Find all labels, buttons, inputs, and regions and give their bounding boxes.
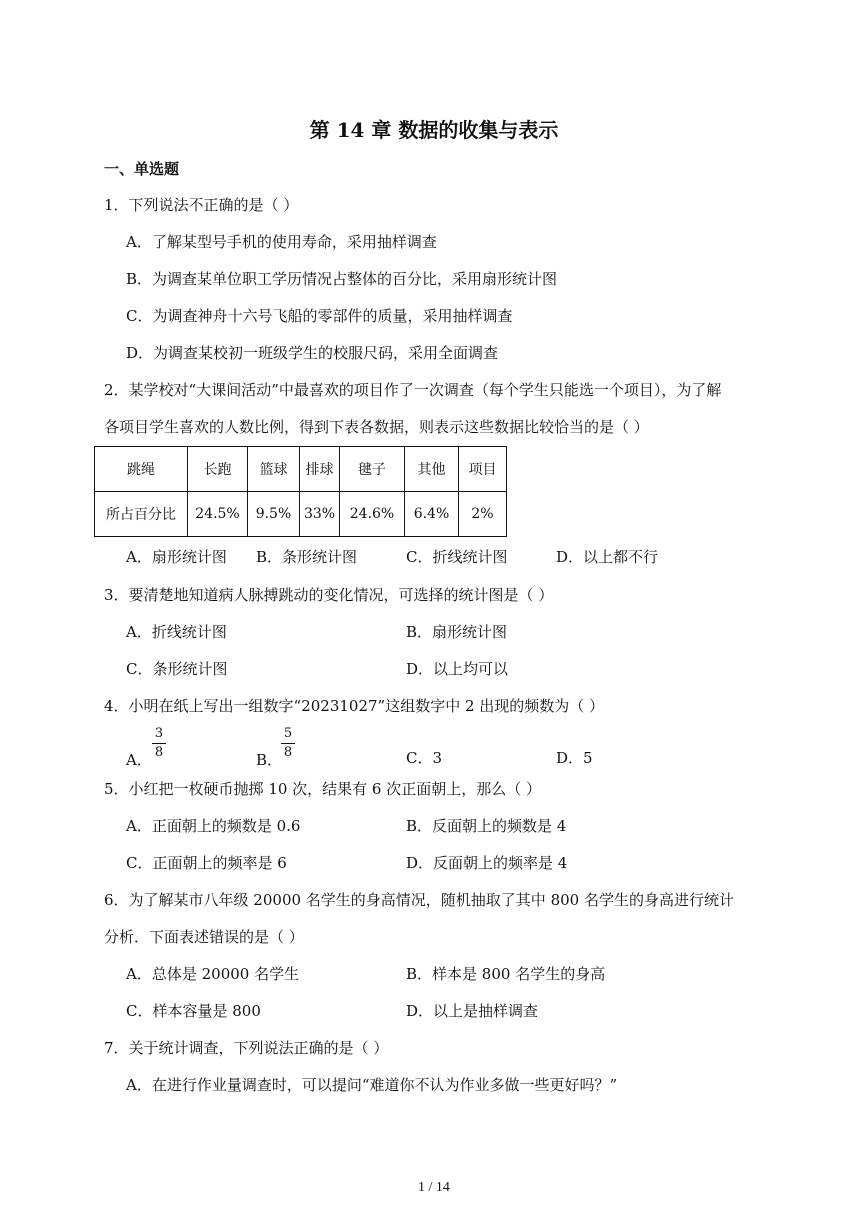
question-6-stem-line-2: 分析．下面表述错误的是（ ） — [104, 928, 304, 946]
question-1-option-c: C．为调查神舟十六号飞船的零部件的质量，采用抽样调查 — [126, 307, 513, 325]
question-3-option-c: C．条形统计图 — [126, 660, 228, 678]
question-4-option-d: D．5 — [556, 749, 593, 767]
question-1-option-a: A．了解某型号手机的使用寿命，采用抽样调查 — [126, 233, 437, 251]
data-table — [94, 446, 507, 537]
table-cell: 6.4% — [405, 492, 459, 537]
question-3-option-a: A．折线统计图 — [126, 623, 227, 641]
question-1-option-b: B．为调查某单位职工学历情况占整体的百分比，采用扇形统计图 — [126, 270, 558, 288]
page-title: 第 14 章 数据的收集与表示 — [309, 118, 559, 142]
question-2-option-b: B．条形统计图 — [256, 548, 358, 566]
question-3-stem: 3．要清楚地知道病人脉搏跳动的变化情况，可选择的统计图是（ ） — [104, 586, 554, 604]
question-6-option-b: B．样本是 800 名学生的身高 — [406, 965, 606, 983]
table-header-row — [95, 447, 507, 492]
table-cell: 其他 — [405, 447, 459, 492]
question-3-option-d: D．以上均可以 — [406, 660, 509, 678]
table-cell: 9.5% — [248, 492, 300, 537]
question-7-stem: 7．关于统计调查，下列说法正确的是（ ） — [104, 1039, 389, 1057]
question-5-option-b: B．反面朝上的频数是 4 — [406, 817, 567, 835]
question-2-option-c: C．折线统计图 — [406, 548, 508, 566]
question-4-option-b-fraction — [281, 726, 295, 761]
fraction-denominator: 8 — [283, 745, 293, 760]
table-cell: 2% — [459, 492, 507, 537]
question-4-stem: 4．小明在纸上写出一组数字“20231027”这组数字中 2 出现的频数为（ ） — [104, 697, 605, 715]
question-7-option-a: A．在进行作业量调查时，可以提问“难道你不认为作业多做一些更好吗？” — [126, 1076, 618, 1094]
question-5-option-c: C．正面朝上的频率是 6 — [126, 854, 287, 872]
question-6-stem-line-1: 6．为了解某市八年级 20000 名学生的身高情况，随机抽取了其中 800 名学生的身高进行统计 — [104, 891, 734, 909]
table-cell: 毽子 — [340, 447, 405, 492]
question-4-option-c: C．3 — [406, 749, 443, 767]
question-5-stem: 5．小红把一枚硬币抛掷 10 次，结果有 6 次正面朝上，那么（ ） — [104, 780, 542, 798]
table-cell: 排球 — [300, 447, 340, 492]
page-number: 1 / 14 — [418, 1180, 450, 1195]
question-2-option-d: D．以上都不行 — [556, 548, 659, 566]
question-3-option-b: B．扇形统计图 — [406, 623, 508, 641]
fraction-denominator: 8 — [154, 745, 164, 760]
table-cell: 篮球 — [248, 447, 300, 492]
question-4-option-b-label: B． — [256, 751, 283, 769]
fraction-numerator: 5 — [283, 726, 293, 741]
question-4-option-a-label: A． — [126, 751, 152, 769]
question-6-option-a: A．总体是 20000 名学生 — [126, 965, 300, 983]
question-2-stem-line-1: 2．某学校对“大课间活动”中最喜欢的项目作了一次调查（每个学生只能选一个项目），为了解 — [104, 381, 722, 399]
table-row — [95, 492, 507, 537]
table-cell: 33% — [300, 492, 340, 537]
question-1-option-d: D．为调查某校初一班级学生的校服尺码，采用全面调查 — [126, 344, 499, 362]
table-cell: 24.6% — [340, 492, 405, 537]
fraction-bar — [281, 743, 295, 744]
question-6-option-c: C．样本容量是 800 — [126, 1002, 261, 1020]
table-cell: 长跑 — [188, 447, 248, 492]
table-cell: 跳绳 — [95, 447, 188, 492]
fraction-numerator: 3 — [154, 726, 164, 741]
question-2-stem-line-2: 各项目学生喜欢的人数比例，得到下表各数据，则表示这些数据比较恰当的是（ ） — [104, 418, 649, 436]
question-5-option-a: A．正面朝上的频数是 0.6 — [126, 817, 301, 835]
question-6-option-d: D．以上是抽样调查 — [406, 1002, 539, 1020]
section-heading: 一、单选题 — [104, 160, 180, 178]
fraction-bar — [152, 743, 166, 744]
question-2-option-a: A．扇形统计图 — [126, 548, 227, 566]
table-cell: 项目 — [459, 447, 507, 492]
table-cell: 24.5% — [188, 492, 248, 537]
question-5-option-d: D．反面朝上的频率是 4 — [406, 854, 568, 872]
question-1-stem: 1．下列说法不正确的是（ ） — [104, 196, 299, 214]
question-4-option-a-fraction — [152, 726, 166, 761]
table-cell: 所占百分比 — [95, 492, 188, 537]
